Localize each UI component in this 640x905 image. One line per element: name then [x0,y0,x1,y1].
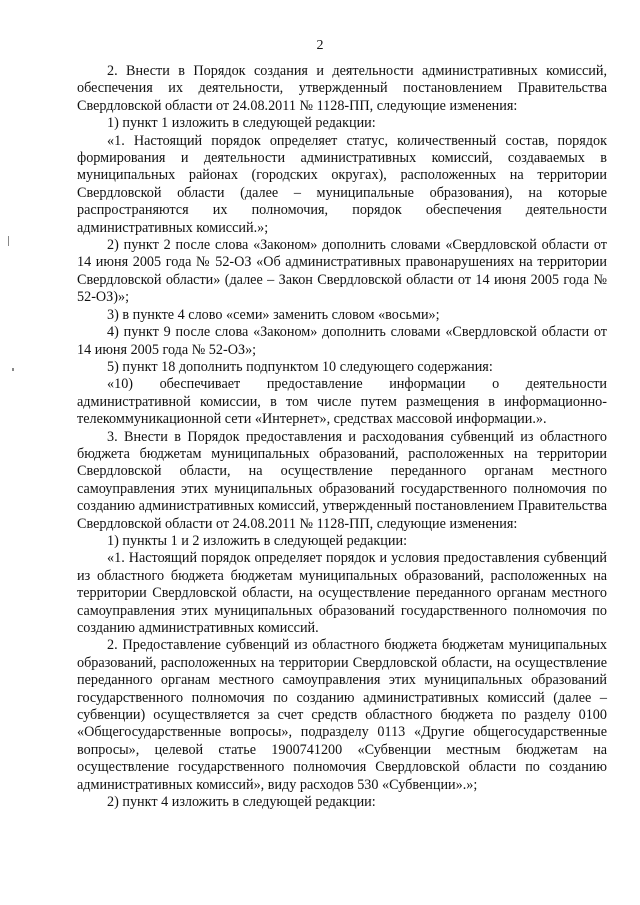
paragraph: 2. Предоставление субвенций из областного бюджета бюджетам муниципальных образований, расположенных на территории Свердловской области, на осуществление переданного органам местного самоуправления этих муниципальных образований государственного полномочия по созданию административных комиссий (далее – субвенции) осуществляется за счет средств областного бюджета по разделу 0100 «Общегосударственные вопросы», подразделу 0113 «Другие общегосударственные вопросы», целевой статье 1900741200 «Субвенции местным бюджетам на осуществление государственного полномочия Свердловской области по созданию административных комиссий», виду расходов 530 «Субвенции».»; [77,637,607,793]
document-body [77,63,607,811]
paragraph: 4) пункт 9 после слова «Законом» дополнить словами «Свердловской области от 14 июня 2005 года № 52-ОЗ»; [77,324,607,358]
paragraph: «10) обеспечивает предоставление информации о деятельности административной комиссии, в том числе путем размещения в информационно-телекоммуникационной сети «Интернет», средствах массовой информации.». [77,376,607,428]
paragraph: 1) пункт 1 изложить в следующей редакции: [107,115,376,132]
paragraph: 5) пункт 18 дополнить подпунктом 10 следующего содержания: [107,358,493,375]
scan-mark [12,368,14,371]
scan-mark [8,236,9,246]
paragraph: «1. Настоящий порядок определяет статус, количественный состав, порядок формирования и деятельности административных комиссий, создаваемых в муниципальных районах (городских округах), расположенных на территории Свердловской области (далее – муниципальные образования), на которые распространяются их полномочия, порядок обеспечения деятельности административных комиссий.»; [77,132,607,236]
paragraph: 3) в пункте 4 слово «семи» заменить словом «восьми»; [107,306,440,323]
paragraph: «1. Настоящий порядок определяет порядок и условия предоставления субвенций из областного бюджета бюджетам муниципальных образований, расположенных на территории Свердловской области, на осуществление переданного органам местного самоуправления этих муниципальных образований государственного полномочия по созданию административных комиссий. [77,550,607,636]
paragraph: 1) пункты 1 и 2 изложить в следующей редакции: [107,532,408,549]
paragraph: 2) пункт 4 изложить в следующей редакции: [107,794,376,811]
paragraph: 2. Внести в Порядок создания и деятельности административных комиссий, обеспечения их деятельности, утвержденный постановлением Правительства Свердловской области от 24.08.2011 № 1128-ПП, следующие изменения: [77,63,607,114]
paragraph: 3. Внести в Порядок предоставления и расходования субвенций из областного бюджета бюджетам муниципальных образований, расположенных на территории Свердловской области, на осуществление переданного органам местного самоуправления этих муниципальных образований государственного полномочия по созданию административных комиссий, утвержденный постановлением Правительства Свердловской области от 24.08.2011 № 1128-ПП, следующие изменения: [77,428,607,532]
paragraph: 2) пункт 2 после слова «Законом» дополнить словами «Свердловской области от 14 июня 2005 года № 52-ОЗ «Об административных правонарушениях на территории Свердловской области» (далее – Закон Свердловской области от 14 июня 2005 года № 52-ОЗ)»; [77,237,607,306]
page-number: 2 [316,38,324,53]
